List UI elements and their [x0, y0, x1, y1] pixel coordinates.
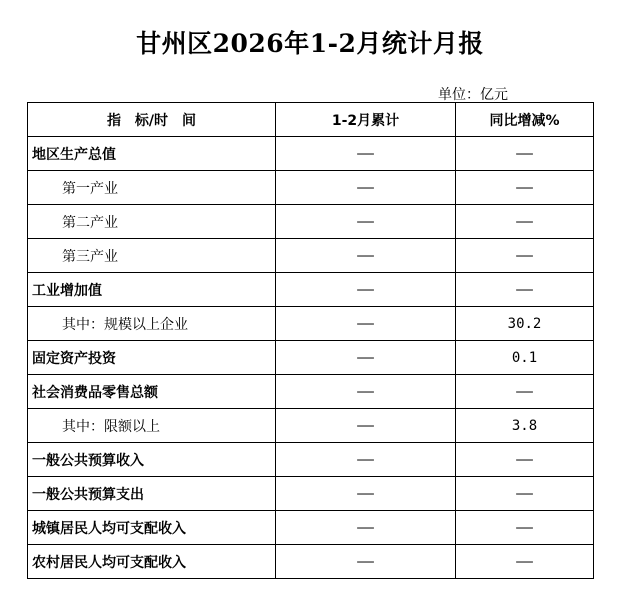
unit-label: 单位：亿元	[438, 87, 508, 103]
row-yoy: ——	[456, 511, 594, 545]
row-cumulative: ——	[276, 239, 456, 273]
table-row	[28, 409, 594, 443]
row-name: 城镇居民人均可支配收入	[28, 511, 276, 545]
row-cumulative: ——	[276, 137, 456, 171]
row-name: 工业增加值	[28, 273, 276, 307]
header-indicator: 指 标/时 间	[28, 103, 276, 137]
table-row	[28, 137, 594, 171]
row-yoy: 0.1	[456, 341, 594, 375]
row-cumulative: ——	[276, 477, 456, 511]
row-yoy: ——	[456, 477, 594, 511]
row-yoy: ——	[456, 273, 594, 307]
table-row	[28, 341, 594, 375]
table-row	[28, 171, 594, 205]
table-row	[28, 273, 594, 307]
row-name: 第三产业	[28, 239, 276, 273]
row-name: 其中：限额以上	[28, 409, 276, 443]
table-row	[28, 443, 594, 477]
row-cumulative: ——	[276, 443, 456, 477]
row-cumulative: ——	[276, 307, 456, 341]
row-yoy: ——	[456, 205, 594, 239]
row-yoy: ——	[456, 171, 594, 205]
row-cumulative: ——	[276, 341, 456, 375]
row-cumulative: ——	[276, 545, 456, 579]
row-yoy: 30.2	[456, 307, 594, 341]
row-name: 其中：规模以上企业	[28, 307, 276, 341]
row-name: 一般公共预算支出	[28, 477, 276, 511]
report-title: 甘州区2026年1-2月统计月报	[136, 29, 484, 58]
row-cumulative: ——	[276, 205, 456, 239]
row-yoy: ——	[456, 375, 594, 409]
row-name: 农村居民人均可支配收入	[28, 545, 276, 579]
row-name: 一般公共预算收入	[28, 443, 276, 477]
table-row	[28, 511, 594, 545]
table-row	[28, 205, 594, 239]
row-name: 第一产业	[28, 171, 276, 205]
row-cumulative: ——	[276, 273, 456, 307]
header-yoy: 同比增减%	[456, 103, 594, 137]
row-yoy: ——	[456, 443, 594, 477]
table-row	[28, 307, 594, 341]
row-yoy: ——	[456, 239, 594, 273]
row-yoy: ——	[456, 545, 594, 579]
row-yoy: 3.8	[456, 409, 594, 443]
table-header-row	[28, 103, 594, 137]
row-name: 社会消费品零售总额	[28, 375, 276, 409]
row-name: 固定资产投资	[28, 341, 276, 375]
table-row	[28, 375, 594, 409]
table-row	[28, 545, 594, 579]
table-row	[28, 239, 594, 273]
row-name: 第二产业	[28, 205, 276, 239]
row-cumulative: ——	[276, 511, 456, 545]
header-cumulative: 1-2月累计	[276, 103, 456, 137]
row-cumulative: ——	[276, 375, 456, 409]
row-cumulative: ——	[276, 409, 456, 443]
row-yoy: ——	[456, 137, 594, 171]
row-name: 地区生产总值	[28, 137, 276, 171]
statistics-table	[27, 102, 594, 579]
row-cumulative: ——	[276, 171, 456, 205]
table-row	[28, 477, 594, 511]
